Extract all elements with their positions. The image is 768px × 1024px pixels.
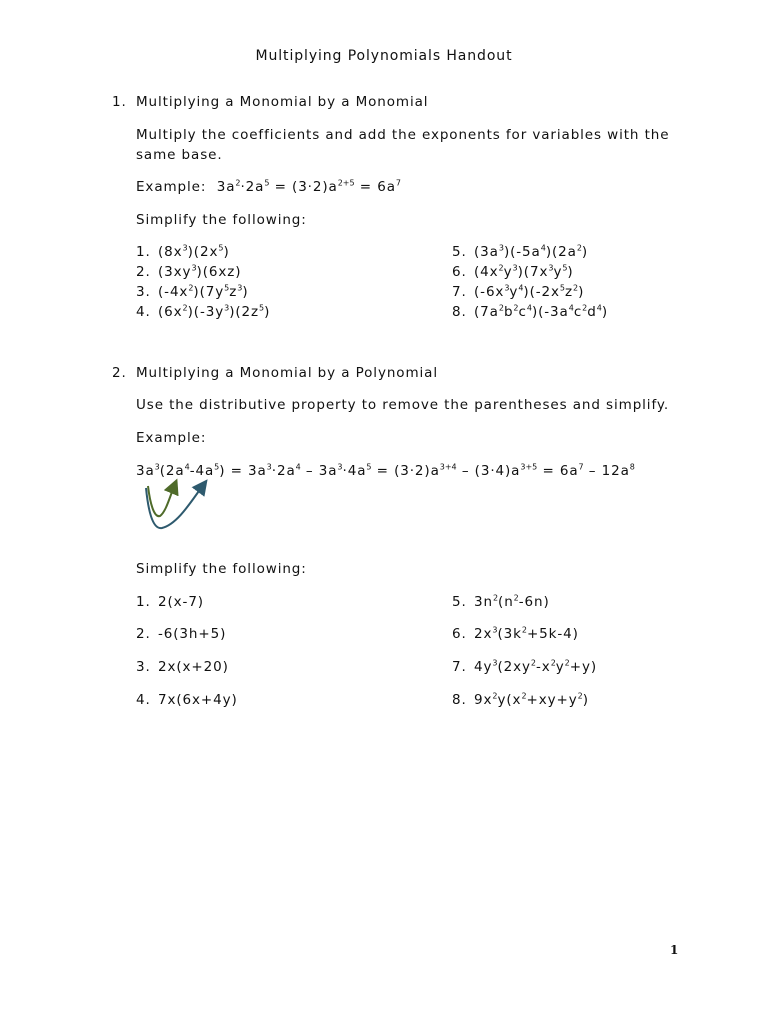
section-1-instruction: Multiply the coefficients and add the exponents for variables with the same base. bbox=[136, 127, 670, 163]
example-expression: $3a^2\cdot 2a^5 = (3\cdot 2)a^{2+5} = 6a^7$ bbox=[216, 178, 401, 195]
problem-item: 2. -6(3h+5) bbox=[136, 626, 227, 642]
section-1-example bbox=[136, 179, 401, 195]
problem-item: 7. $(-6x^3y^4)(-2x^5z^2)$ bbox=[452, 283, 585, 300]
problem-item: 8. $(7a^2b^2c^4)(-3a^4c^2d^4)$ bbox=[452, 303, 608, 320]
problem-item: 4. $(6x^2)(-3y^3)(2z^5)$ bbox=[136, 303, 271, 320]
arrow-teal bbox=[146, 484, 204, 528]
section-2-example-expression: $3a^3(2a^4-4a^5) = 3a^3\cdot 2a^4 - 3a^3\cdot 4a^5 = (3\cdot 2)a^{3+4} - (3\cdot 4)a^{3+5} = 6a^7 - 12a^8$ bbox=[136, 462, 635, 479]
section-2-number: 2. bbox=[112, 365, 127, 381]
section-2-prompt: Simplify the following: bbox=[136, 561, 307, 577]
problem-item: 6. $(4x^2y^3)(7x^3y^5)$ bbox=[452, 263, 574, 280]
section-2-instruction: Use the distributive property to remove the parentheses and simplify. bbox=[136, 397, 670, 413]
problem-item: 1. $(8x^3)(2x^5)$ bbox=[136, 243, 230, 260]
page-title: Multiplying Polynomials Handout bbox=[255, 48, 513, 64]
section-2-example-label: Example: bbox=[136, 430, 207, 446]
problem-item: 8. $9x^2y(x^2+xy+y^2)$ bbox=[452, 691, 589, 708]
problem-item: 4. 7x(6x+4y) bbox=[136, 692, 238, 708]
section-1-number: 1. bbox=[112, 94, 127, 110]
problem-item: 7. $4y^3(2xy^2-x^2y^2+y)$ bbox=[452, 658, 598, 675]
problem-item: 2. $(3xy^3)(6xz)$ bbox=[136, 263, 242, 280]
problem-item: 3. $(-4x^2)(7y^5z^3)$ bbox=[136, 283, 249, 300]
section-2-heading: Multiplying a Monomial by a Polynomial bbox=[136, 365, 438, 381]
distribution-arrows-icon bbox=[140, 478, 210, 538]
arrow-green bbox=[148, 484, 175, 516]
problem-item: 5. $3n^2(n^2-6n)$ bbox=[452, 593, 550, 610]
problem-item: 6. $2x^3(3k^2+5k-4)$ bbox=[452, 625, 579, 642]
section-1-prompt: Simplify the following: bbox=[136, 212, 307, 228]
page-number: 1 bbox=[670, 943, 679, 957]
problem-item: 5. $(3a^3)(-5a^4)(2a^2)$ bbox=[452, 243, 589, 260]
example-label: Example: bbox=[136, 179, 207, 195]
problem-item: 3. 2x(x+20) bbox=[136, 659, 229, 675]
section-1-heading: Multiplying a Monomial by a Monomial bbox=[136, 94, 429, 110]
problem-item: 1. 2(x-7) bbox=[136, 594, 204, 610]
